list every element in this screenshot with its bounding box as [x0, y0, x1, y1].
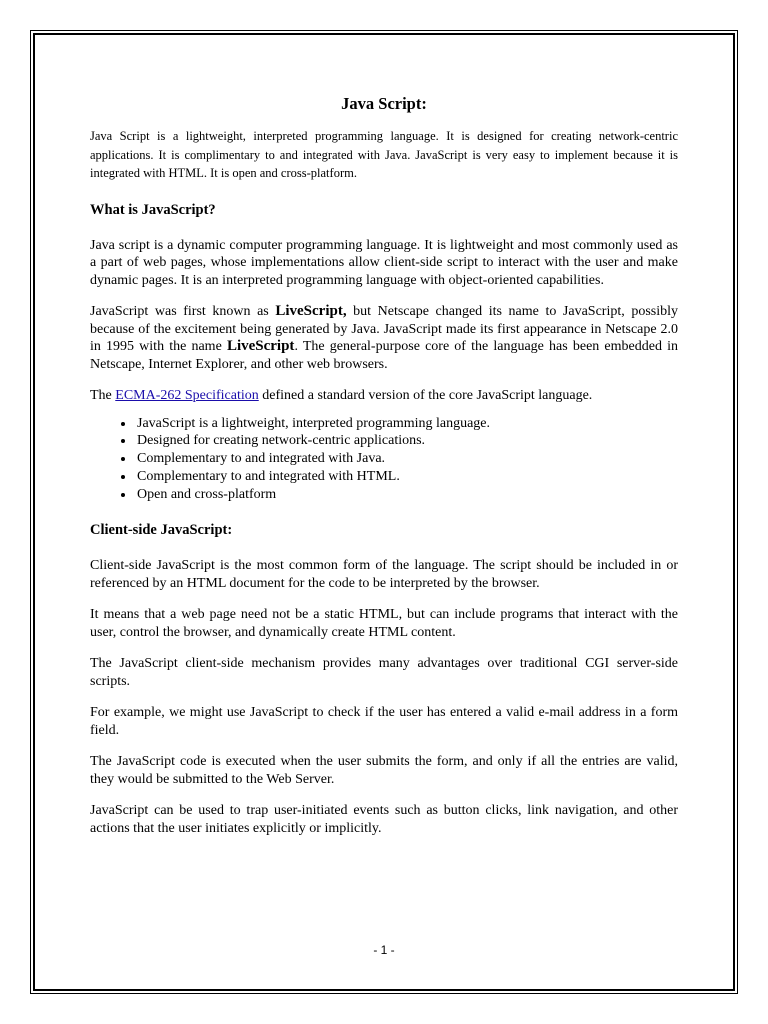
livescript-term: LiveScript,: [275, 303, 347, 319]
paragraph-ecma: The ECMA-262 Specification defined a standard version of the core JavaScript language.: [90, 388, 593, 403]
intro-paragraph: Java Script is a lightweight, interpreted programming language. It is designed for creating network-centric applications. It is complimentary to and integrated with Java. JavaScript is very easy to implement because it is integrated with HTML. It is open and cross-platform.: [90, 129, 678, 180]
paragraph-client-6: JavaScript can be used to trap user-initiated events such as button clicks, link navigation, and other actions that the user initiates explicitly or implicitly.: [90, 803, 678, 836]
list-item: • Complementary to and integrated with HTML.: [135, 468, 678, 486]
paragraph-definition: Java script is a dynamic computer programming language. It is lightweight and most commonly used as a part of web pages, whose implementations allow client-side script to interact with the user and make dynamic pages. It is an interpreted programming language with object-oriented capabilities.: [90, 237, 678, 288]
livescript-term-2: LiveScript: [226, 338, 295, 354]
paragraph-history: JavaScript was first known as LiveScript, but Netscape changed its name to JavaScript, possibly because of the excitement being generated by Java. JavaScript made its first appearance in Netscape 2.0 in 1995 with the name LiveScript. The general-purpose core of the language has been embedded in Netscape, Internet Explorer, and other web browsers.: [90, 303, 678, 372]
paragraph-client-5: The JavaScript code is executed when the user submits the form, and only if all the entries are valid, they would be submitted to the Web Server.: [90, 754, 678, 787]
paragraph-client-2: It means that a web page need not be a static HTML, but can include programs that interact with the user, control the browser, and dynamically create HTML content.: [90, 607, 678, 640]
list-item: • Designed for creating network-centric applications.: [135, 432, 678, 450]
paragraph-client-4: For example, we might use JavaScript to check if the user has entered a valid e-mail address in a form field.: [90, 705, 678, 738]
page-content: [90, 93, 678, 837]
paragraph-client-1: Client-side JavaScript is the most common form of the language. The script should be included in or referenced by an HTML document for the code to be interpreted by the browser.: [90, 558, 678, 591]
list-item: • Complementary to and integrated with Java.: [135, 450, 678, 468]
page-number: - 1 -: [373, 943, 395, 957]
list-item: • Open and cross-platform: [135, 486, 678, 504]
page-title: Java Script:: [341, 94, 427, 113]
section-heading-what-is: What is JavaScript?: [90, 201, 216, 218]
list-item: • JavaScript is a lightweight, interpreted programming language.: [135, 415, 678, 433]
feature-list: [90, 415, 678, 504]
section-heading-client-side: Client-side JavaScript:: [90, 522, 233, 539]
paragraph-client-3: The JavaScript client-side mechanism provides many advantages over traditional CGI server-side scripts.: [90, 656, 678, 689]
ecma-spec-link[interactable]: ECMA-262 Specification: [115, 388, 259, 403]
